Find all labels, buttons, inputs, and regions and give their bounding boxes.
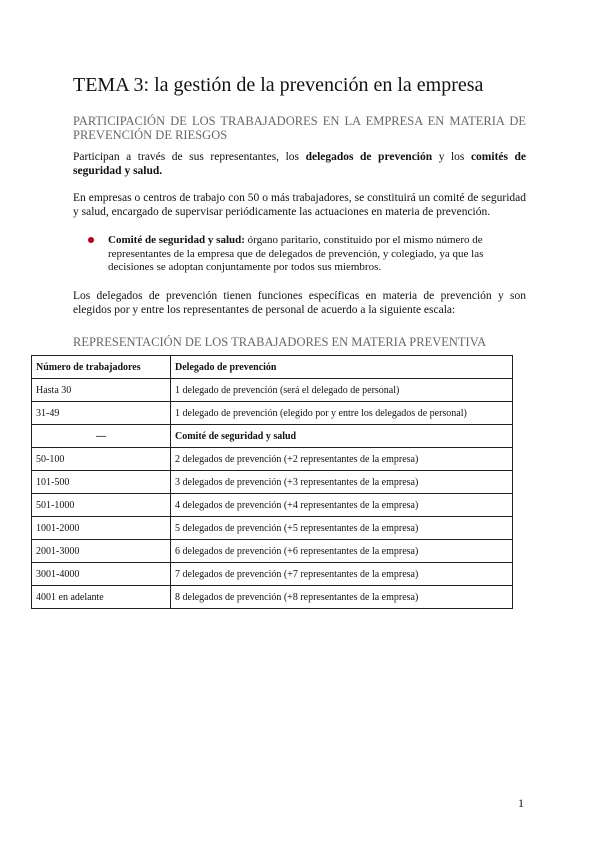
paragraph-delegados: Los delegados de prevención tienen funciones específicas en materia de prevención y son elegidos por y entre los representantes de personal de acuerdo a la siguiente escala: [73, 290, 526, 316]
table-cell: 3001-4000 [32, 563, 171, 586]
bold-term-comites: comités de seguridad y salud. [73, 151, 527, 177]
table-row [32, 402, 513, 425]
table-cell: 501-1000 [32, 494, 171, 517]
table-cell: 2 delegados de prevención (+2 representantes de la empresa) [171, 448, 513, 471]
page-title: TEMA 3: la gestión de la prevención en la empresa [73, 74, 484, 96]
paragraph-empresas: En empresas o centros de trabajo con 50 o más trabajadores, se constituirá un comité de seguridad y salud, encargado de supervisar periódicamente las actuaciones en materia de prevención. [73, 192, 526, 218]
table-row [32, 448, 513, 471]
table-row [32, 563, 513, 586]
bullet-item-comite [92, 234, 526, 275]
table-row [32, 540, 513, 563]
bullet-icon [88, 237, 94, 243]
page-number: 1 [518, 796, 524, 810]
table-cell: Delegado de prevención [171, 356, 513, 379]
table-row [32, 586, 513, 609]
table-cell: Hasta 30 [32, 379, 171, 402]
table-cell: 5 delegados de prevención (+5 representantes de la empresa) [171, 517, 513, 540]
paragraph-text: y los [432, 151, 471, 163]
table-cell: 3 delegados de prevención (+3 representantes de la empresa) [171, 471, 513, 494]
table-cell: Número de trabajadores [32, 356, 171, 379]
table-header-row [32, 356, 513, 379]
bullet-label: Comité de seguridad y salud: [108, 234, 245, 246]
table-cell: Comité de seguridad y salud [171, 425, 513, 448]
section-heading-representacion: REPRESENTACIÓN DE LOS TRABAJADORES EN MATERIA PREVENTIVA [73, 335, 487, 349]
table-cell: 2001-3000 [32, 540, 171, 563]
table-cell: 7 delegados de prevención (+7 representantes de la empresa) [171, 563, 513, 586]
table-cell: — [32, 425, 171, 448]
representation-table [31, 355, 513, 609]
table-cell: 6 delegados de prevención (+6 representantes de la empresa) [171, 540, 513, 563]
table-cell: 8 delegados de prevención (+8 representantes de la empresa) [171, 586, 513, 609]
table-cell: 101-500 [32, 471, 171, 494]
table-cell: 1 delegado de prevención (elegido por y entre los delegados de personal) [171, 402, 513, 425]
table-cell: 1 delegado de prevención (será el delegado de personal) [171, 379, 513, 402]
table-cell: 31-49 [32, 402, 171, 425]
table-cell: 4001 en adelante [32, 586, 171, 609]
table-row [32, 379, 513, 402]
bullet-text [108, 234, 526, 275]
table-cell: 4 delegados de prevención (+4 representantes de la empresa) [171, 494, 513, 517]
table-row [32, 471, 513, 494]
paragraph-text: Participan a través de sus representantes, los [73, 151, 306, 163]
table-cell: 1001-2000 [32, 517, 171, 540]
table-row [32, 494, 513, 517]
table-subheader-row [32, 425, 513, 448]
section-heading-participacion: PARTICIPACIÓN DE LOS TRABAJADORES EN LA EMPRESA EN MATERIA DE PREVENCIÓN DE RIESGOS [73, 114, 526, 142]
paragraph-participan [73, 150, 526, 178]
bold-term-delegados: delegados de prevención [305, 151, 433, 163]
bullet-body: órgano paritario, constituido por el mismo número de representantes de la empresa que de delegados de prevención, y colegiado, ya que las decisiones se adoptan conjuntamente por todos sus miembros. [108, 234, 484, 273]
table-cell: 50-100 [32, 448, 171, 471]
table-row [32, 517, 513, 540]
